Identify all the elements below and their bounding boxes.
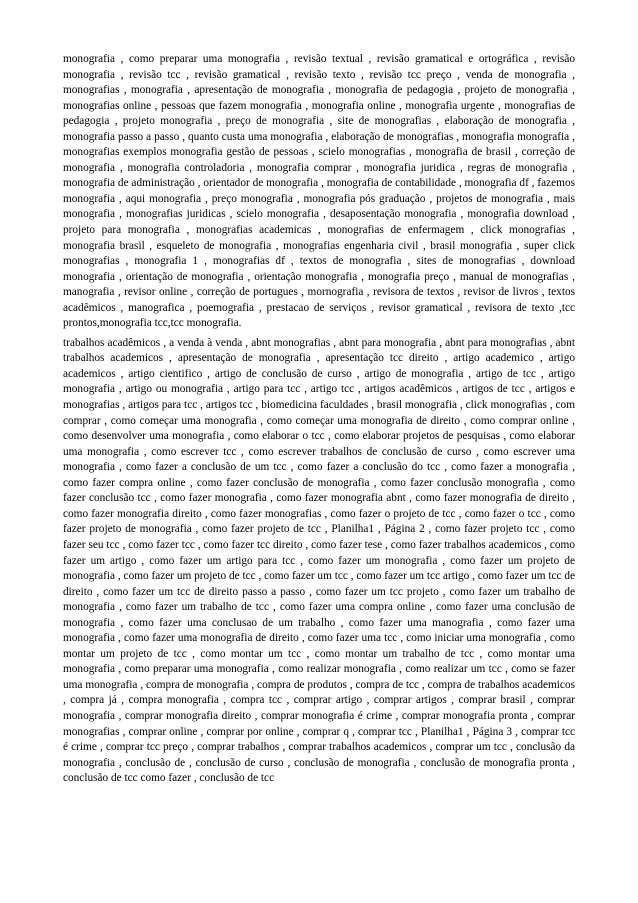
paragraph-2: trabalhos acadêmicos , a venda à venda , abnt monografias , abnt para monografia , abnt para monografias , abnt trabalhos academicos , apresentação de monografia , apresentação tcc direito , artigo academico , artigo academicos , artigo cientifico , artigo de conclusão de curso , artigo de monografia , artigo de tcc , artigo monografia , artigo ou monografia , artigo para tcc , artigo tcc , artigos acadêmicos , artigos de tcc , artigos e monografias , artigos para tcc , artigos tcc , biomedicina faculdades , brasil monografia , click monografias , com comprar , como começar uma monografia , como começar uma monografia de direito , como comprar online , como desenvolver uma monografia , como elaborar o tcc , como elaborar projetos de pesquisas , como elaborar uma monografia , como escrever tcc , como escrever trabalhos de conclusão de curso , como escrever uma monografia , como fazer a conclusão de um tcc , como fazer a conclusão do tcc , como fazer a monografia , como fazer compra online , como fazer conclusão de monografia , como fazer conclusão monografia , como fazer conclusão tcc , como fazer monografia , como fazer monografia abnt , como fazer monografia de direito , como fazer monografia direito , como fazer monografias , como fazer o projeto de tcc , como fazer o tcc , como fazer projeto de monografia , como fazer projeto de tcc , Planilha1 , Página 2 , como fazer projeto tcc , como fazer seu tcc , como fazer tcc , como fazer tcc direito , como fazer tese , como fazer trabalhos academicos , como fazer um artigo , como fazer um artigo para tcc , como fazer um monografia , como fazer um projeto de monografia , como fazer um projeto de tcc , como fazer um tcc , como fazer um tcc artigo , como fazer um tcc de direito , como fazer um tcc de direito passo a passo , como fazer um tcc projeto , como fazer um trabalho de monografia , como fazer um trabalho de tcc , como fazer uma compra online , como fazer uma conclusão de monografia , como fazer uma conclusao de um trabalho , como fazer uma manografia , como fazer uma monografia , como fazer uma monografia de direito , como fazer uma tcc , como iniciar uma monografia , como montar um projeto de tcc , como montar um tcc , como montar um trabalho de tcc , como montar uma monografia , como preparar uma monografia , como realizar monografia , como realizar um tcc , como se fazer uma monografia , compra de monografia , compra de produtos , compra de tcc , compra de trabalhos academicos , compra já , compra monografia , compra tcc , comprar artigo , comprar artigos , comprar brasil , comprar monografia , comprar monografia direito , comprar monografia é crime , comprar monografia pronta , comprar monografias , comprar online , comprar por online , comprar q , comprar tcc , Planilha1 , Página 3 , comprar tcc é crime , comprar tcc preço , comprar trabalhos , comprar trabalhos academicos , comprar um tcc , conclusão da monografia , conclusão de , conclusão de curso , conclusão de monografia , conclusão de monografia pronta , conclusão de tcc como fazer , conclusão de tcc	[63, 336, 575, 785]
document-page	[63, 52, 575, 787]
paragraph-1: monografia , como preparar uma monografia , revisão textual , revisão gramatical e ortográfica , revisão monografia , revisão tcc , revisão gramatical , revisão texto , revisão tcc preço , venda de monografia , monografias , monografia , apresentação de monografia , monografia de pedagogia , projeto de monografia , monografias online , pessoas que fazem monografia , monografia online , monografia urgente , monografias de pedagogia , projeto monografia , preço de monografia , site de monografias , elaboração de monografia , monografia passo a passo , quanto custa uma monografia , elaboração de monografias , monografia monografia , monografias exemplos monografia gestão de pessoas , scielo monografias , monografia de brasil , correção de monografia , monografia controladoria , monografia comprar , monografia juridica , regras de monografia , monografia de administração , orientador de monografia , monografia de contabilidade , monografia df , fazemos monografia , aqui monografia , preço monografia , monografia pós graduação , projetos de monografia , mais monografia , monografias juridicas , scielo monografia , desaposentação monografia , monografia download , projeto para monografia , monografias academicas , monografias de enfermagem , click monografias , monografia brasil , esqueleto de monografia , monografias engenharia civil , brasil monografia , super click monografias , monografia 1 , monografias df , textos de monografia , sites de monografias , download monografia , orientação de monografia , orientação monografia , monografia preço , manual de monografias , manografia , revisor online , correção de portugues , mornografia , revisora de textos , revisor de livros , textos acadêmicos , manografica , poemografia , prestacao de serviços , revisor gramatical , revisora de texto ,tcc prontos,monografia tcc,tcc monografia.	[63, 53, 575, 330]
